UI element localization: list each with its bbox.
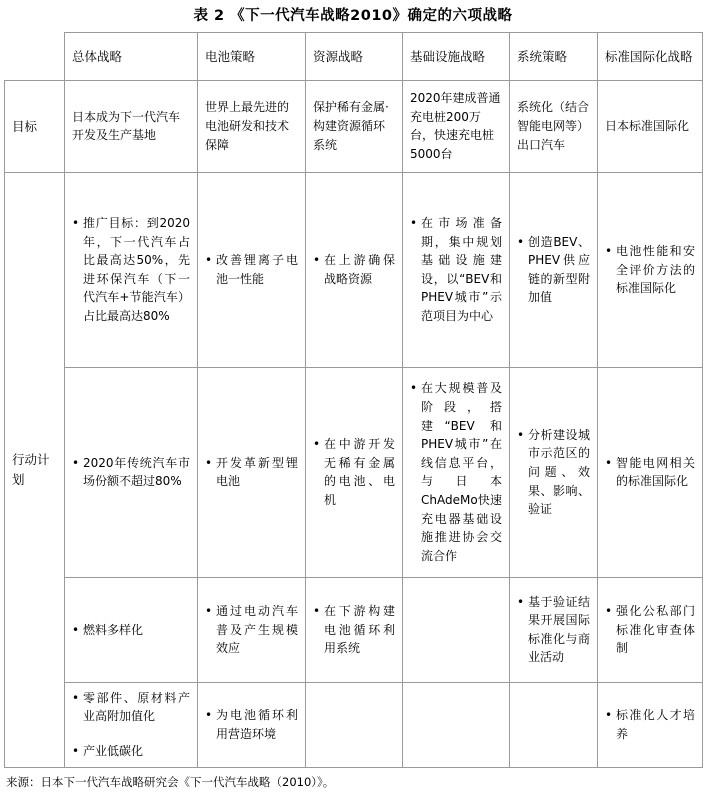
table-row-action-plan-band-3: [5, 577, 703, 682]
list-item: • 通过电动汽车普及产生规模效应: [205, 602, 298, 658]
action-resource-strategy-1: [306, 172, 403, 367]
table-header: [5, 32, 703, 80]
list-item: • 在中游开发无稀有金属的电池、电机: [313, 435, 395, 509]
column-header-infrastructure-strategy: 基础设施战略: [403, 32, 510, 80]
bullet-list: [72, 454, 190, 491]
list-item: • 基于验证结果开展国际标准化与商业活动: [517, 593, 590, 667]
action-resource-strategy-2: [306, 367, 403, 577]
action-overall-strategy-3: [65, 577, 198, 682]
list-item: • 推广目标：到2020年，下一代汽车占比最高达50%，先进环保汽车（下一代汽车+节能汽车）占比最高达80%: [72, 214, 190, 326]
bullet-list: [313, 435, 395, 509]
bullet-list: [605, 242, 695, 298]
list-item: • 在大规模普及阶段，搭建“BEV 和 PHEV城市”在线信息平台，与日本ChAdeMo快速充电器基础设施推进协会交流合作: [410, 379, 502, 565]
action-overall-strategy-4: [65, 682, 198, 767]
goal-standardization-strategy: 日本标准国际化: [598, 80, 703, 172]
list-item: • 强化公私部门标准化审查体制: [605, 602, 695, 658]
action-overall-strategy-2: [65, 367, 198, 577]
list-item: • 2020年传统汽车市场份额不超过80%: [72, 454, 190, 491]
bullet-list: [72, 621, 190, 640]
action-infrastructure-strategy-4: [403, 682, 510, 767]
bullet-list: [313, 602, 395, 658]
action-overall-strategy-1: [65, 172, 198, 367]
bullet-list: [517, 593, 590, 667]
list-item: • 智能电网相关的标准国际化: [605, 454, 695, 491]
source-note: 来源：日本下一代汽车战略研究会《下一代汽车战略（2010）》。: [6, 774, 335, 789]
action-battery-strategy-3: [198, 577, 306, 682]
table-body: [5, 80, 703, 767]
bullet-list: [205, 602, 298, 658]
list-item: • 在上游确保战略资源: [313, 251, 395, 288]
bullet-list: [313, 251, 395, 288]
bullet-list: [517, 426, 590, 519]
action-battery-strategy-2: [198, 367, 306, 577]
row-label-action-plan: 行动计划: [5, 172, 65, 767]
action-resource-strategy-3: [306, 577, 403, 682]
bullet-list: [605, 602, 695, 658]
bullet-list: [205, 454, 298, 491]
action-infrastructure-strategy-2: [403, 367, 510, 577]
bullet-list: [205, 251, 298, 288]
goal-overall-strategy: 日本成为下一代汽车开发及生产基地: [65, 80, 198, 172]
action-battery-strategy-4: [198, 682, 306, 767]
bullet-list: [605, 706, 695, 743]
page-title: 表 2 《下一代汽车战略2010》确定的六项战略: [193, 8, 513, 24]
list-item: • 电池性能和安全评价方法的标准国际化: [605, 242, 695, 298]
goal-resource-strategy: 保护稀有金属·构建资源循环系统: [306, 80, 403, 172]
column-header-standardization-strategy: 标准国际化战略: [598, 32, 703, 80]
list-item: • 分析建设城市示范区的问题、效果、影响、验证: [517, 426, 590, 519]
goal-system-strategy: 系统化（结合智能电网等）出口汽车: [510, 80, 598, 172]
list-item: • 零部件、原材料产业高附加值化: [72, 689, 190, 726]
table-row-goal: [5, 80, 703, 172]
action-system-strategy-3: [510, 577, 598, 682]
action-system-strategy-4: [510, 682, 598, 767]
strategy-table: [4, 32, 703, 768]
column-header-system-strategy: 系统策略: [510, 32, 598, 80]
list-item: • 创造BEV、PHEV供应链的新型附加值: [517, 233, 590, 307]
goal-infrastructure-strategy: 2020年建成普通充电桩200万台，快速充电桩5000台: [403, 80, 510, 172]
table-row-action-plan-band-2: [5, 367, 703, 577]
list-item: • 在市场准备期，集中规划基础设施建设，以“BEV和PHEV城市”示范项目为中心: [410, 214, 502, 326]
action-resource-strategy-4: [306, 682, 403, 767]
bullet-list: [410, 214, 502, 326]
list-item: • 标准化人才培养: [605, 706, 695, 743]
action-standardization-strategy-1: [598, 172, 703, 367]
table-row-action-plan-band-4: [5, 682, 703, 767]
table-row-action-plan-band-1: [5, 172, 703, 367]
bullet-list: [72, 214, 190, 326]
bullet-list: [605, 454, 695, 491]
table-corner-cell: [5, 32, 65, 80]
bullet-list: [410, 379, 502, 565]
action-system-strategy-2: [510, 367, 598, 577]
action-infrastructure-strategy-1: [403, 172, 510, 367]
column-header-battery-strategy: 电池策略: [198, 32, 306, 80]
row-label-goal: 目标: [5, 80, 65, 172]
goal-battery-strategy: 世界上最先进的电池研发和技术保障: [198, 80, 306, 172]
bullet-list: [517, 233, 590, 307]
action-system-strategy-1: [510, 172, 598, 367]
column-header-resource-strategy: 资源战略: [306, 32, 403, 80]
action-standardization-strategy-4: [598, 682, 703, 767]
action-infrastructure-strategy-3: [403, 577, 510, 682]
action-standardization-strategy-2: [598, 367, 703, 577]
action-standardization-strategy-3: [598, 577, 703, 682]
bullet-list: [205, 706, 298, 743]
list-item: • 开发革新型锂电池: [205, 454, 298, 491]
bullet-list: [72, 689, 190, 761]
list-item: • 产业低碳化: [72, 742, 190, 761]
list-item: • 在下游构建电池循环利用系统: [313, 602, 395, 658]
column-header-overall-strategy: 总体战略: [65, 32, 198, 80]
list-item: • 燃料多样化: [72, 621, 190, 640]
list-item: • 改善锂离子电池一性能: [205, 251, 298, 288]
list-item: • 为电池循环利用营造环境: [205, 706, 298, 743]
header-row: [5, 32, 703, 80]
action-battery-strategy-1: [198, 172, 306, 367]
